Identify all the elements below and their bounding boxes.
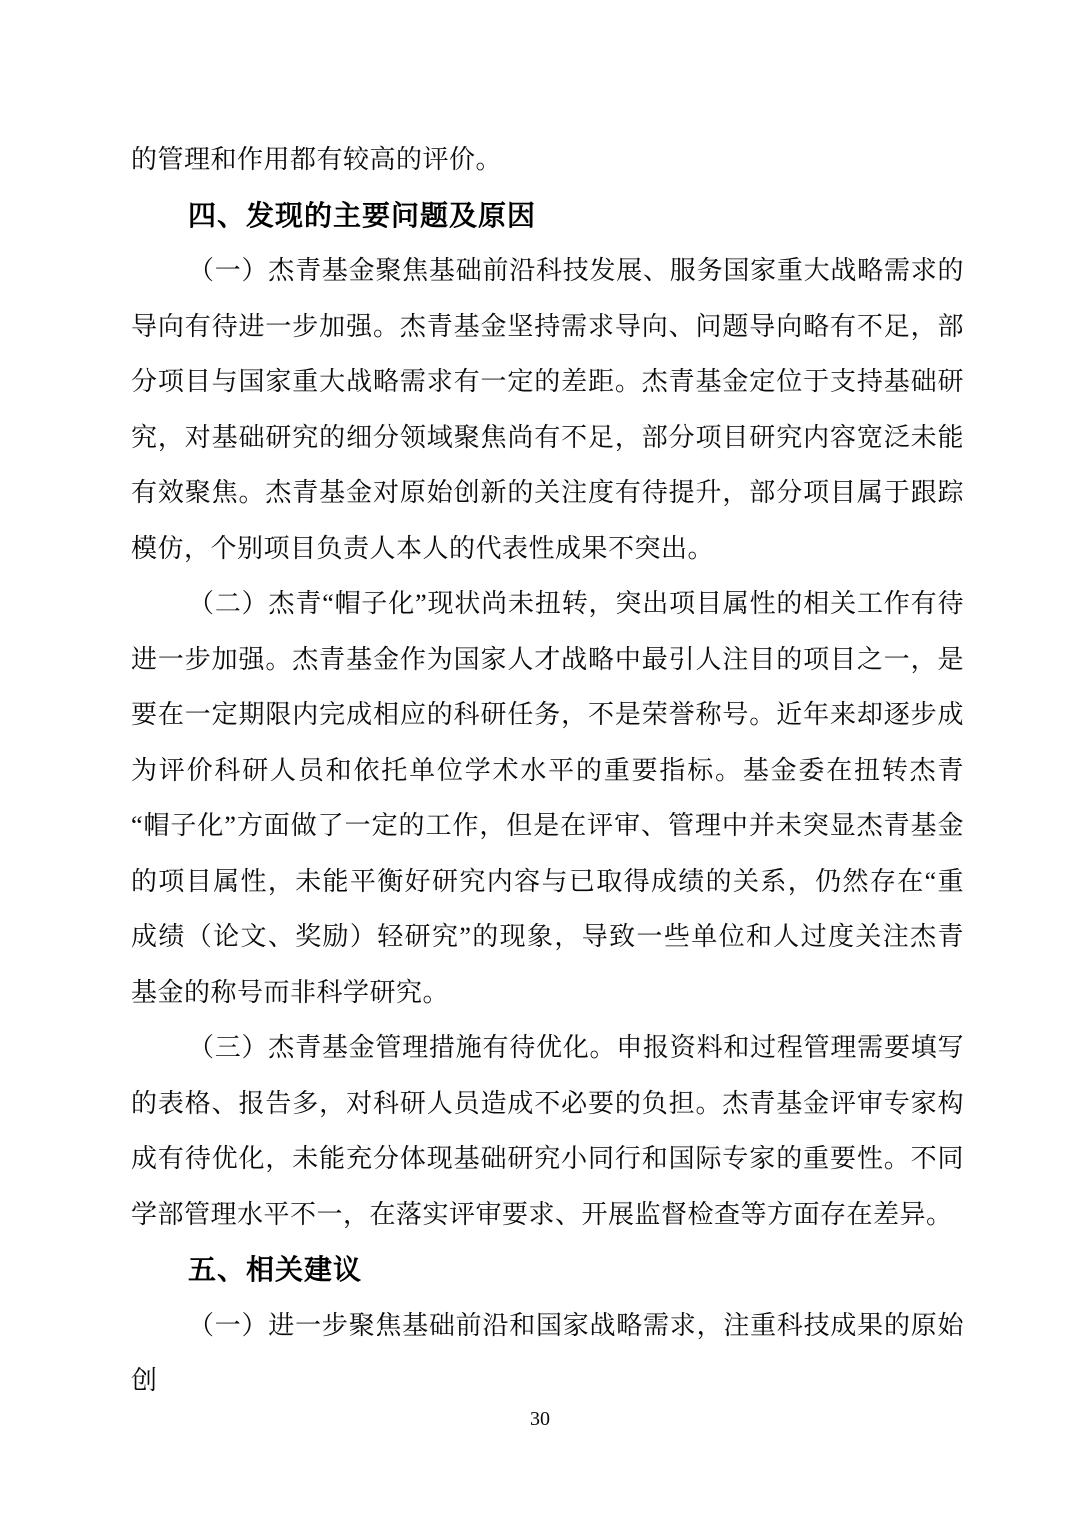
paragraph-problem-3: （三）杰青基金管理措施有待优化。申报资料和过程管理需要填写的表格、报告多，对科研人员造成不必要的负担。杰青基金评审专家构成有待优化，未能充分体现基础研究小同行和国际专家的重要性。不同学部管理水平不一，在落实评审要求、开展监督检查等方面存在差异。 [131,1033,964,1229]
paragraph-continuation: 的管理和作用都有较高的评价。 [131,145,503,174]
paragraph-problem-2: （二）杰青“帽子化”现状尚未扭转，突出项目属性的相关工作有待进一步加强。杰青基金作为国家人才战略中最引人注目的项目之一，是要在一定期限内完成相应的科研任务，不是荣誉称号。近年来却逐步成为评价科研人员和依托单位学术水平的重要指标。基金委在扭转杰青 “帽子化”方面做了一定的工作，但是在评审、管理中并未突显杰青基金的项目属性，未能平衡好研究内容与已取得成绩的关系，仍然存在“重成绩（论文、奖励）轻研究”的现象，导致一些单位和人过度关注杰青基金的称号而非科学研究。 [131,589,964,1007]
page-number: 30 [530,1408,550,1430]
paragraph-suggestion-1: （一）进一步聚焦基础前沿和国家战略需求，注重科技成果的原始创 [131,1310,964,1395]
section-heading-problems: 四、发现的主要问题及原因 [188,199,537,231]
section-heading-suggestions: 五、相关建议 [188,1254,363,1285]
paragraph-problem-1: （一）杰青基金聚焦基础前沿科技发展、服务国家重大战略需求的导向有待进一步加强。杰青基金坚持需求导向、问题导向略有不足，部分项目与国家重大战略需求有一定的差距。杰青基金定位于支持基础研究，对基础研究的细分领域聚焦尚有不足，部分项目研究内容宽泛未能有效聚焦。杰青基金对原始创新的关注度有待提升，部分项目属于跟踪模仿，个别项目负责人本人的代表性成果不突出。 [131,256,964,563]
document-content [131,132,964,1409]
